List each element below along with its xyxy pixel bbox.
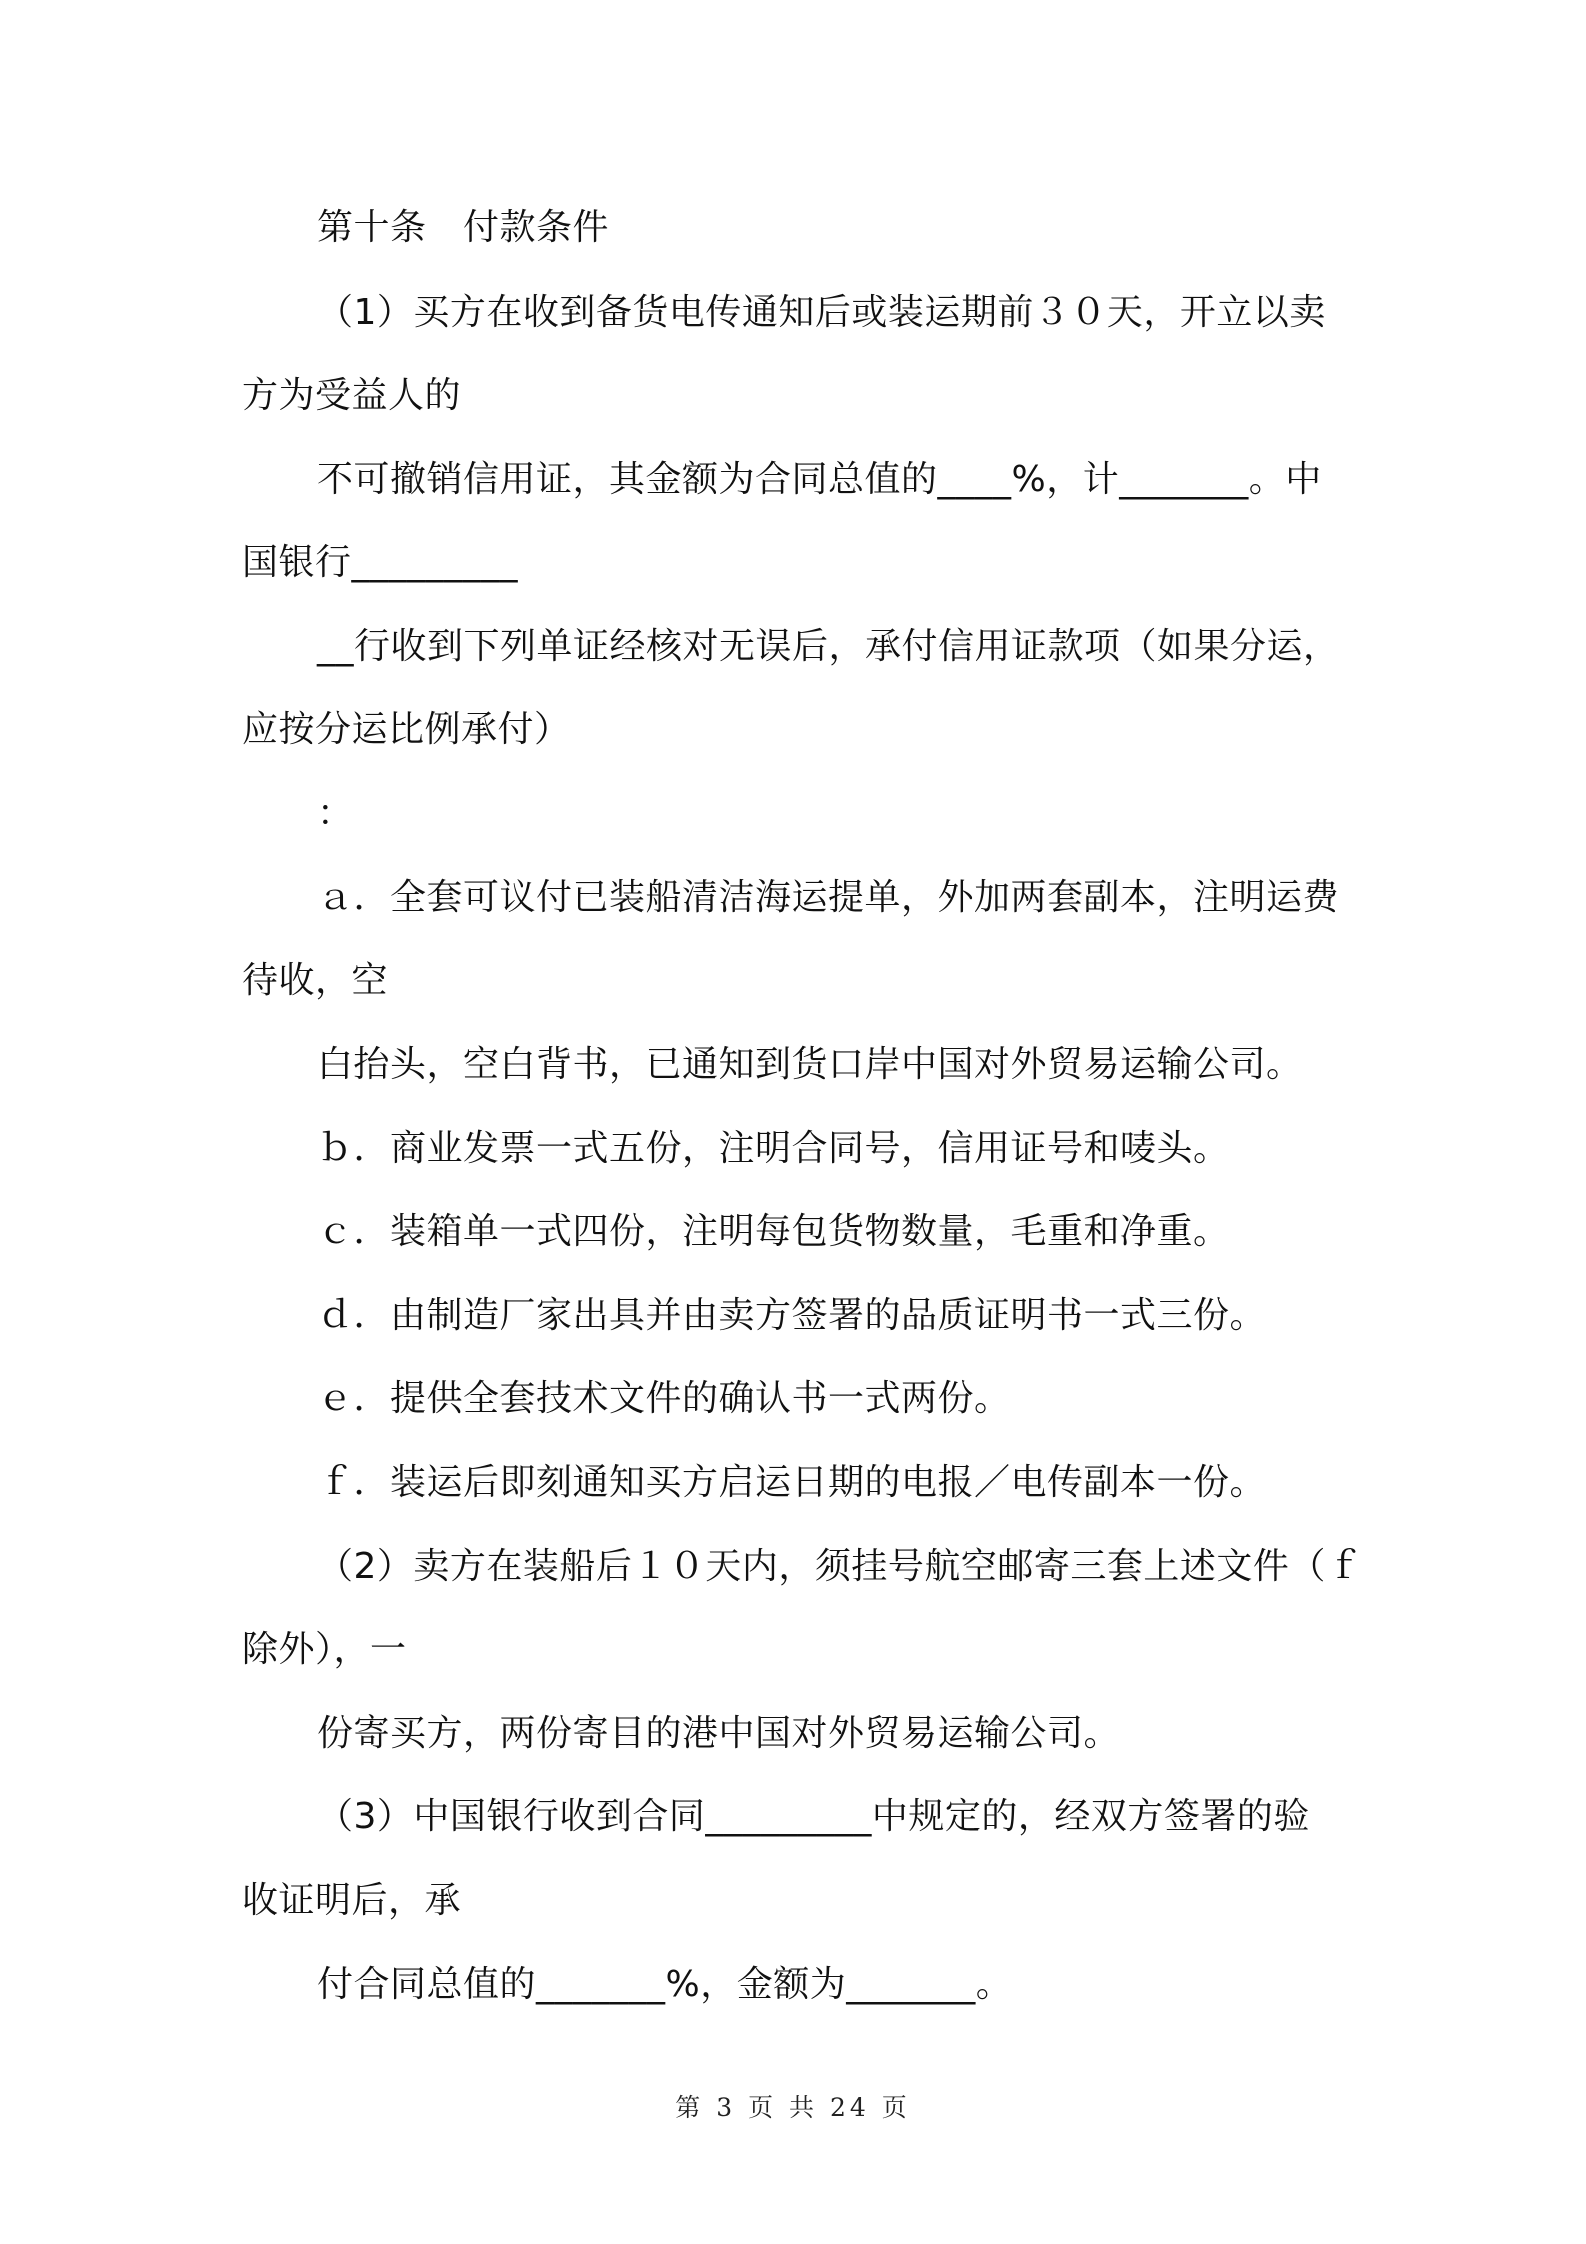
- list-item: ａ．全套可议付已装船清洁海运提单，外加两套副本，注明运费: [317, 877, 1340, 918]
- list-item: ｆ．装运后即刻通知买方启运日期的电报／电传副本一份。: [317, 1462, 1267, 1503]
- paragraph-line: （3）中国银行收到合同_________中规定的，经双方签署的验: [317, 1796, 1310, 1837]
- paragraph-line: 份寄买方，两份寄目的港中国对外贸易运输公司。: [317, 1713, 1121, 1754]
- paragraph-line: __行收到下列单证经核对无误后，承付信用证款项（如果分运，: [317, 626, 1340, 667]
- list-item: ｅ．提供全套技术文件的确认书一式两份。: [317, 1378, 1011, 1419]
- article-heading: 第十条 付款条件: [317, 207, 610, 248]
- paragraph-line: ：: [317, 793, 354, 834]
- paragraph-line: 应按分运比例承付）: [242, 709, 571, 750]
- paragraph-line: 不可撤销信用证，其金额为合同总值的____%，计_______。中: [317, 459, 1322, 500]
- paragraph-line: 方为受益人的: [242, 375, 462, 416]
- paragraph-line: 收证明后，承: [242, 1880, 462, 1921]
- paragraph-line: 国银行_________: [242, 542, 519, 583]
- paragraph-line: 除外），一: [242, 1629, 407, 1670]
- list-item: ｄ．由制造厂家出具并由卖方签署的品质证明书一式三份。: [317, 1295, 1267, 1336]
- paragraph-line: （2）卖方在装船后１０天内，须挂号航空邮寄三套上述文件（ｆ: [317, 1546, 1363, 1587]
- list-item: 白抬头，空白背书，已通知到货口岸中国对外贸易运输公司。: [317, 1044, 1303, 1085]
- list-item: 待收，空: [242, 960, 389, 1001]
- list-item: ｃ．装箱单一式四份，注明每包货物数量，毛重和净重。: [317, 1211, 1230, 1252]
- paragraph-line: （1）买方在收到备货电传通知后或装运期前３０天，开立以卖: [317, 292, 1326, 333]
- page-number-footer: 第 3 页 共 24 页: [675, 2093, 911, 2122]
- paragraph-line: 付合同总值的_______%，金额为_______。: [317, 1964, 1013, 2005]
- list-item: ｂ．商业发票一式五份，注明合同号，信用证号和唛头。: [317, 1128, 1230, 1169]
